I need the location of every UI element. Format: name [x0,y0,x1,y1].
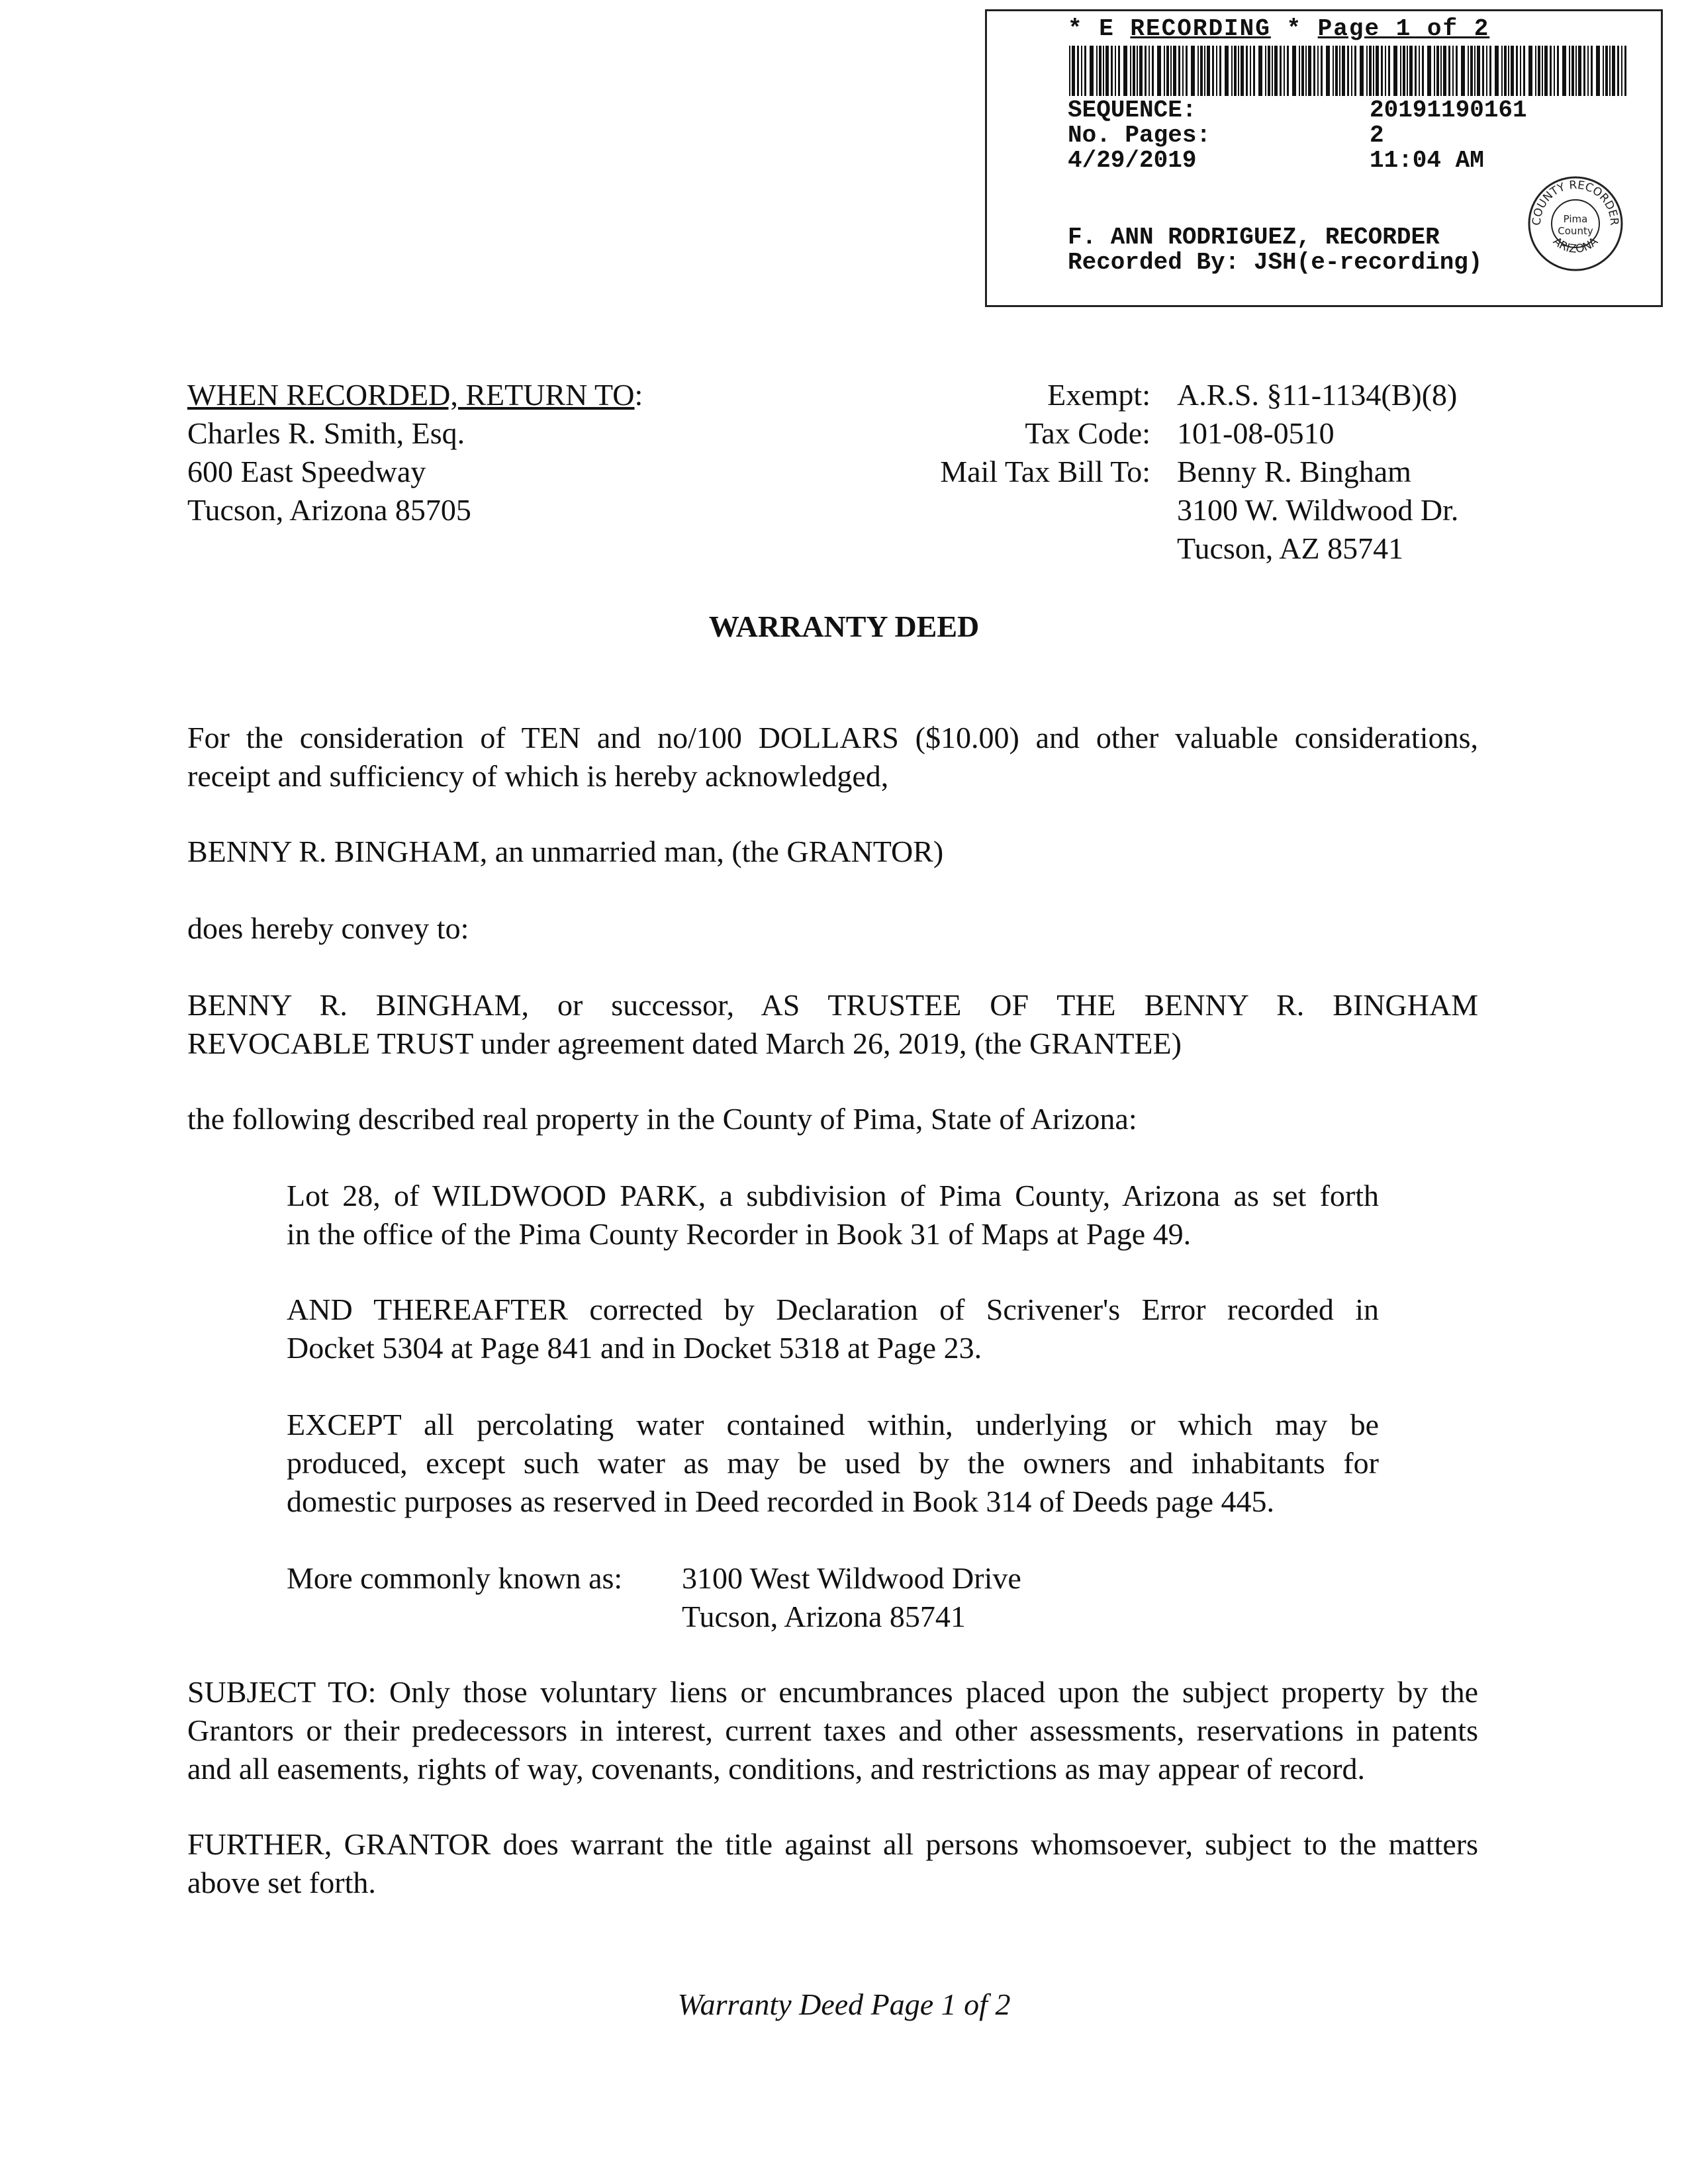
recorded-by: Recorded By: JSH(e-recording) [1068,249,1483,276]
recording-stamp [985,9,1663,307]
property-intro: the following described real property in the County of Pima, State of Arizona: [187,1102,1137,1136]
known-as-label: More commonly known as: [287,1561,623,1595]
consideration-paragraph: For the consideration of TEN and no/100 DOLLARS ($10.00) and other valuable considerations, receipt and sufficiency of which is hereby acknowledged, [187,721,1478,793]
pages-value: 2 [1370,122,1384,149]
svg-text:Pima: Pima [1563,213,1588,225]
document-title: WARRANTY DEED [708,610,980,643]
return-to-city: Tucson, Arizona 85705 [187,493,471,527]
svg-text:ARIZONA: ARIZONA [1550,234,1601,256]
mail-name: Benny R. Bingham [1177,455,1411,488]
mail-city: Tucson, AZ 85741 [1177,531,1404,565]
return-to-block: WHEN RECORDED, RETURN TO: Charles R. Smith, Esq. 600 East Speedway Tucson, Arizona 85705 [187,376,643,529]
exempt-value: A.R.S. §11-1134(B)(8) [1177,378,1458,412]
water-exception-paragraph: EXCEPT all percolating water contained within, underlying or which may be produced, except such water as may be used by the owners and inhabitants for domestic purposes as reserved in Deed recorded in Book 314 of Deeds page 445. [287,1408,1379,1518]
stamp-header: * E RECORDING * Page 1 of 2 [1068,15,1490,42]
tax-code-value: 101-08-0510 [1177,416,1335,450]
convey-paragraph: does hereby convey to: [187,911,469,945]
mail-street: 3100 W. Wildwood Dr. [1177,493,1459,527]
mail-tax-bill-label: Mail Tax Bill To: [940,455,1150,488]
recorder-name: F. ANN RODRIGUEZ, RECORDER [1068,224,1440,251]
barcode [1069,46,1626,96]
warranty-paragraph: FURTHER, GRANTOR does warrant the title against all persons whomsoever, subject to the matters above set forth. [187,1827,1478,1899]
page-footer: Warranty Deed Page 1 of 2 [677,1987,1011,2021]
svg-text:County: County [1558,225,1593,237]
pages-label: No. Pages: [1068,122,1211,149]
exempt-label: Exempt: [1047,378,1150,412]
svg-text:COUNTY RECORDER: COUNTY RECORDER [1530,178,1621,226]
sequence-label: SEQUENCE: [1068,97,1197,124]
tax-values [1177,376,1458,568]
lot-description: Lot 28, of WILDWOOD PARK, a subdivision of Pima County, Arizona as set forth in the office of the Pima County Recorder in Book 31 of Maps at Page 49. [287,1179,1379,1251]
recording-date: 4/29/2019 [1068,147,1197,174]
return-to-street: 600 East Speedway [187,455,426,488]
sequence-value: 20191190161 [1370,97,1527,124]
tax-code-label: Tax Code: [1025,416,1150,450]
tax-labels [940,376,1150,491]
return-to-heading: WHEN RECORDED, RETURN TO [187,378,635,412]
subject-to-paragraph: SUBJECT TO: Only those voluntary liens or encumbrances placed upon the subject property by the Grantors or their predecessors in interest, current taxes and other assessments, reservations in patents and all easements, rights of way, covenants, conditions, and restrictions as may appear of record. [187,1675,1478,1786]
return-to-name: Charles R. Smith, Esq. [187,416,465,450]
recording-time: 11:04 AM [1370,147,1484,174]
grantor-paragraph: BENNY R. BINGHAM, an unmarried man, (the GRANTOR) [187,835,944,868]
known-as-address: 3100 West Wildwood Drive Tucson, Arizona 85741 [682,1561,1021,1633]
county-seal-icon [1526,174,1625,273]
grantee-paragraph: BENNY R. BINGHAM, or successor, AS TRUSTEE OF THE BENNY R. BINGHAM REVOCABLE TRUST under agreement dated March 26, 2019, (the GRANTEE) [187,988,1478,1060]
correction-paragraph: AND THEREAFTER corrected by Declaration of Scrivener's Error recorded in Docket 5304 at Page 841 and in Docket 5318 at Page 23. [287,1293,1379,1365]
